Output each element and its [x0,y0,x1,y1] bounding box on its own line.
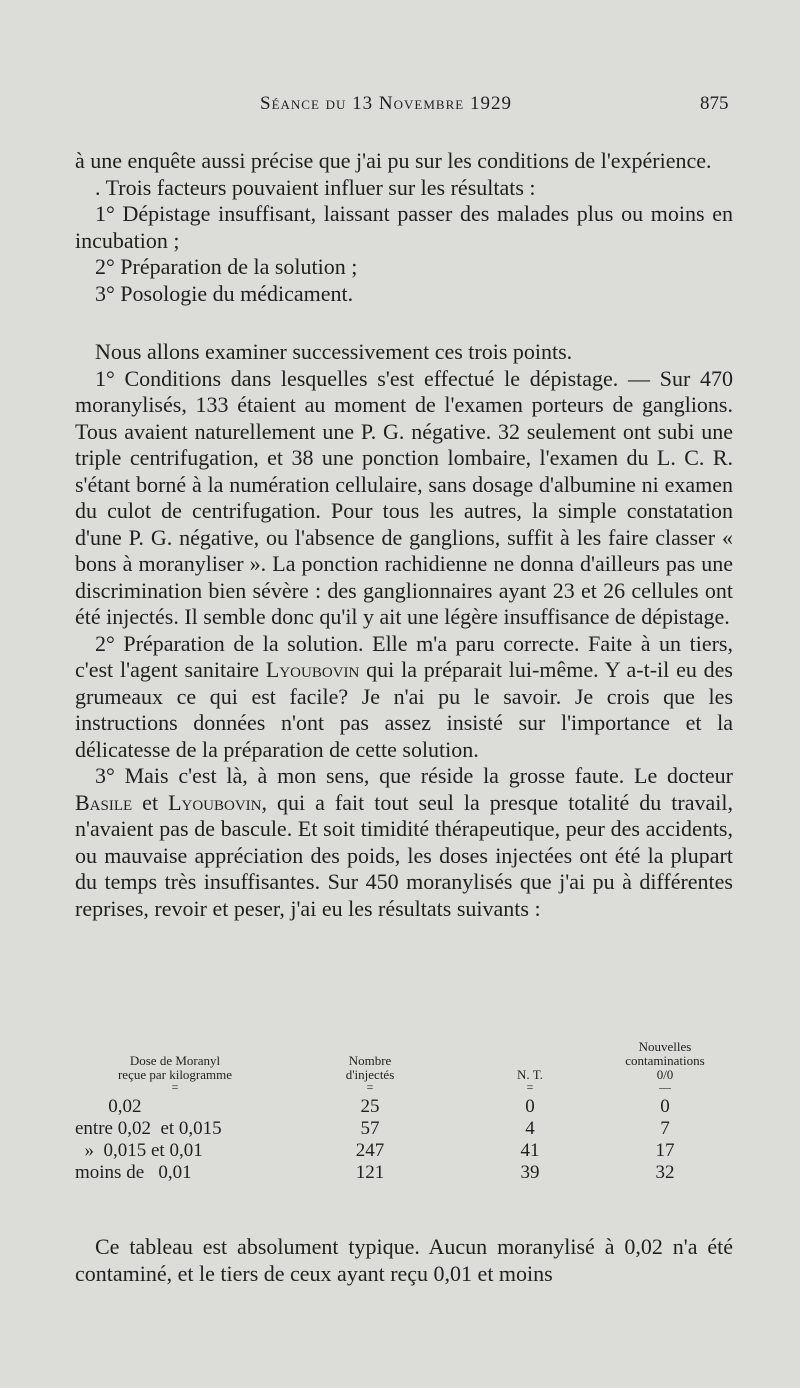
paragraph-conclusion [75,1212,733,1309]
text-run: 2° Préparation de la solution. Elle m'a paru correcte. Faite à un tiers, c'est l'agent sanitaire [75,630,733,682]
table-row [75,1118,735,1140]
cell-injected: 25 [360,1096,380,1117]
paragraph-depistage: 1° Conditions dans lesquelles s'est effectué le dépistage. — Sur 470 moranylisés, 133 étaient au moment de l'examen porteurs de ganglions. Tous avaient naturellement une P. G. négative. 32 seulement ont subi une triple centrifugation, et 38 une ponction lombaire, l'examen du L. C. R. s'étant borné à la numération cellulaire, sans dosage d'albumine ni examen du culot de centrifugation. Pour tous les autres, la simple constatation d'une P. G. négative, ou l'absence de ganglions, suffit à les faire classer « bons à moranyliser ». La ponction rachidienne ne donna d'ailleurs pas une discrimination bien sévère : des ganglionnaires ayant 23 et 26 cellules ont été injectés. Il semble donc qu'il y ait une légère insuffisance de dépistage. [75,365,733,629]
header-line: d'injectés [345,1067,395,1082]
paragraph-preparation [75,631,733,764]
text-run: qui la préparait lui-même. Y a-t-il eu des grumeaux ce qui est facile? Je n'ai pu le savoir. Je crois que les instructions données n'ont pas assez insisté sur l'importance et la délicatesse de la préparation de cette solution. [75,657,733,762]
table-row [75,1140,735,1162]
header-line: 0/0 [656,1067,674,1082]
header-rule: — [659,1080,671,1094]
column-header-nt [465,1040,595,1096]
text-run: , qui a fait tout seul la presque totalité du travail, n'avaient pas de bascule. Et soit timidité thérapeutique, peur des accidents, ou mauvaise appréciation des poids, les doses injectées ont été la plupart du temps très insuffisantes. Sur 450 moranylisés que j'ai pu à différentes reprises, revoir et peser, j'ai eu les résultats suivants : [75,789,733,921]
cell-new: 32 [655,1162,675,1183]
cell-new: 7 [660,1118,670,1139]
table-row [75,1096,735,1118]
paragraph-examine: Nous allons examiner successivement ces trois points. [95,339,573,364]
paragraph-posologie [75,763,733,922]
list-item-preparation: 2° Préparation de la solution ; [95,254,358,279]
header-line: contaminations [625,1053,705,1068]
cell-nt: 4 [525,1118,535,1139]
cell-dose: 0,02 [75,1096,142,1117]
column-header-injected [275,1040,465,1096]
list-item-posologie: 3° Posologie du médicament. [95,280,354,306]
header-rule: = [366,1080,374,1094]
header-line: reçue par kilogramme [117,1067,233,1082]
cell-nt: 39 [520,1162,540,1183]
cell-new: 0 [660,1096,670,1117]
table-header-row [75,1040,735,1096]
list-item-depistage: 1° Dépistage insuffisant, laissant passer des malades plus ou moins en incubation ; [75,201,733,253]
column-header-new-contaminations [595,1040,735,1096]
cell-dose: entre 0,02 et 0,015 [75,1118,222,1139]
header-line: Nouvelles [638,1039,692,1054]
cell-injected: 57 [360,1118,380,1139]
person-name: Basile [75,789,133,815]
results-table [75,1040,735,1184]
cell-new: 17 [655,1140,675,1161]
text-run: 3° Mais c'est là, à mon sens, que réside la grosse faute. Le docteur [95,763,733,788]
header-line: N. T. [517,1067,543,1082]
header-line: Nombre [348,1053,392,1068]
body-text [75,148,733,922]
paragraph-gap [75,307,733,339]
results-table-container [75,1040,735,1184]
page-number: 875 [700,93,729,114]
cell-injected: 121 [355,1162,385,1183]
header-rule: = [171,1080,179,1094]
person-name: Lyoubovin [265,657,360,682]
paragraph-factors-intro: . Trois facteurs pouvaient influer sur les résultats : [95,174,536,200]
cell-nt: 0 [525,1096,535,1117]
column-header-dose [75,1040,275,1096]
cell-dose: moins de 0,01 [75,1162,192,1183]
cell-dose: » 0,015 et 0,01 [75,1140,203,1161]
text-run: et [132,789,169,815]
header-line: Dose de Moranyl [129,1053,221,1068]
header-rule: = [526,1080,534,1094]
running-header: Séance du 13 Novembre 1929 [260,93,512,114]
paragraph-continuation: à une enquête aussi précise que j'ai pu sur les conditions de l'expérience. [75,148,712,173]
conclusion-text: Ce tableau est absolument typique. Aucun moranylisé à 0,02 n'a été contaminé, et le tiers de ceux ayant reçu 0,01 et moins [75,1234,733,1286]
person-name: Lyoubovin [168,789,262,815]
table-row [75,1162,735,1184]
cell-nt: 41 [520,1140,540,1161]
cell-injected: 247 [355,1140,385,1161]
